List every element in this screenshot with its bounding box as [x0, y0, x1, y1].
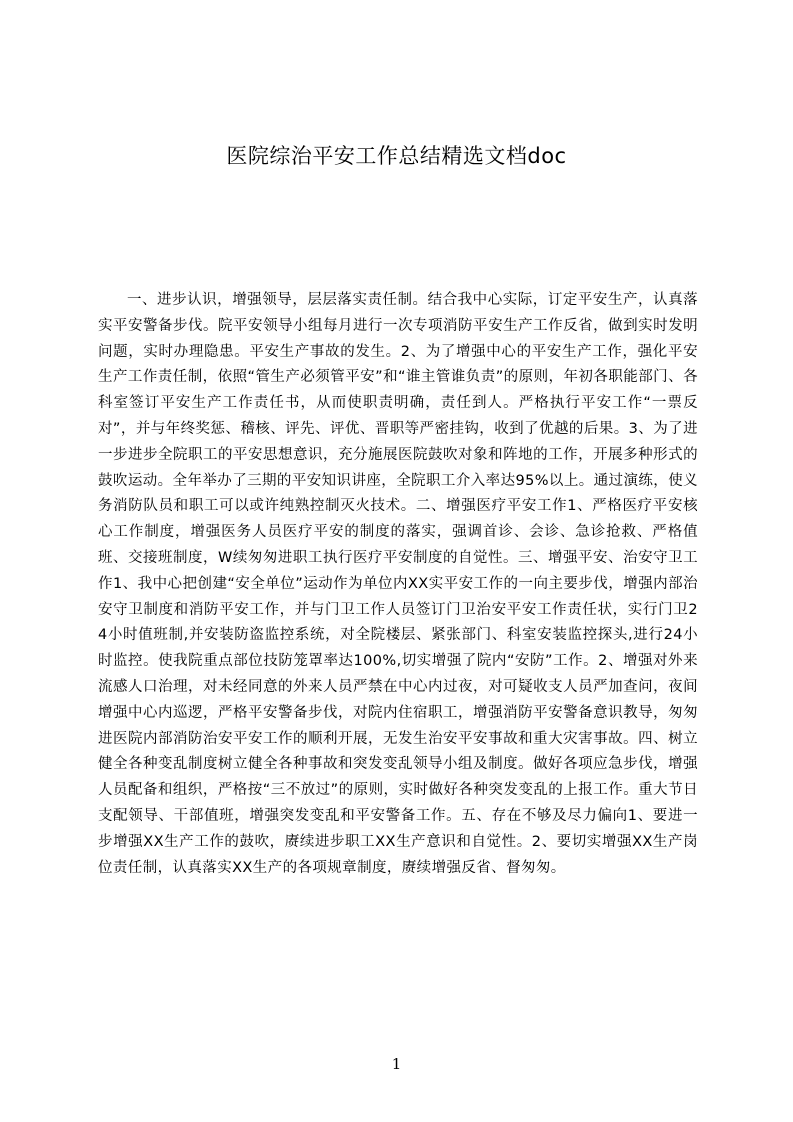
document-title: 医院综治平安工作总结精选文档doc — [226, 144, 567, 168]
page-number: 1 — [391, 1055, 402, 1073]
document-body-paragraph: 一、进步认识，增强领导，层层落实责任制。结合我中心实际，订定平安生产，认真落实平安警备步伐。院平安领导小组每月进行一次专项消防平安生产工作反省，做到实时发明问题，实时办理隐患。平安生产事故的发生。2、为了增强中心的平安生产工作，强化平安生产工作责任制，依照“管生产必须管平安”和“谁主管谁负责”的原则，年初各职能部门、各科室签订平安生产工作责任书，从而使职责明确，责任到人。严格执行平安工作“一票反对”，并与年终奖惩、稽核、评先、评优、晋职等严密挂钩，收到了优越的后果。3、为了进一步进步全院职工的平安思想意识，充分施展医院鼓吹对象和阵地的工作，开展多种形式的鼓吹运动。全年举办了三期的平安知识讲座，全院职工介入率达95%以上。通过演练，使义务消防队员和职工可以或许纯熟控制灭火技术。二、增强医疗平安工作1、严格医疗平安核心工作制度，增强医务人员医疗平安的制度的落实，强调首诊、会诊、急诊抢救、严格值班、交接班制度，W续匆匆进职工执行医疗平安制度的自觉性。三、增强平安、治安守卫工作1、我中心把创建“安全单位”运动作为单位内XX实平安工作的一向主要步伐，增强内部治安守卫制度和消防平安工作，并与门卫工作人员签订门卫治安平安工作责任状，实行门卫24小时值班制,并安装防盗监控系统，对全院楼层、紧张部门、科室安装监控探头,进行24小时监控。使我院重点部位技防笼罩率达100%,切实增强了院内“安防”工作。2、增强对外来流感人口治理，对未经同意的外来人员严禁在中心内过夜，对可疑收支人员严加查问，夜间增强中心内巡逻，严格平安警备步伐，对院内住宿职工，增强消防平安警备意识教导，匆匆进医院内部消防治安平安工作的顺利开展，无发生治安平安事故和重大灾害事故。四、树立健全各种变乱制度树立健全各种事故和突发变乱领导小组及制度。做好各项应急步伐，增强人员配备和组织，严格按“三不放过”的原则，实时做好各种突发变乱的上报工作。重大节日支配领导、干部值班，增强突发变乱和平安警备工作。五、存在不够及尽力偏向1、要进一步增强XX生产工作的鼓吹，赓续进步职工XX生产意识和自觉性。2、要切实增强XX生产岗位责任制，认真落实XX生产的各项规章制度，赓续增强反省、督匆匆。 — [98, 292, 698, 876]
